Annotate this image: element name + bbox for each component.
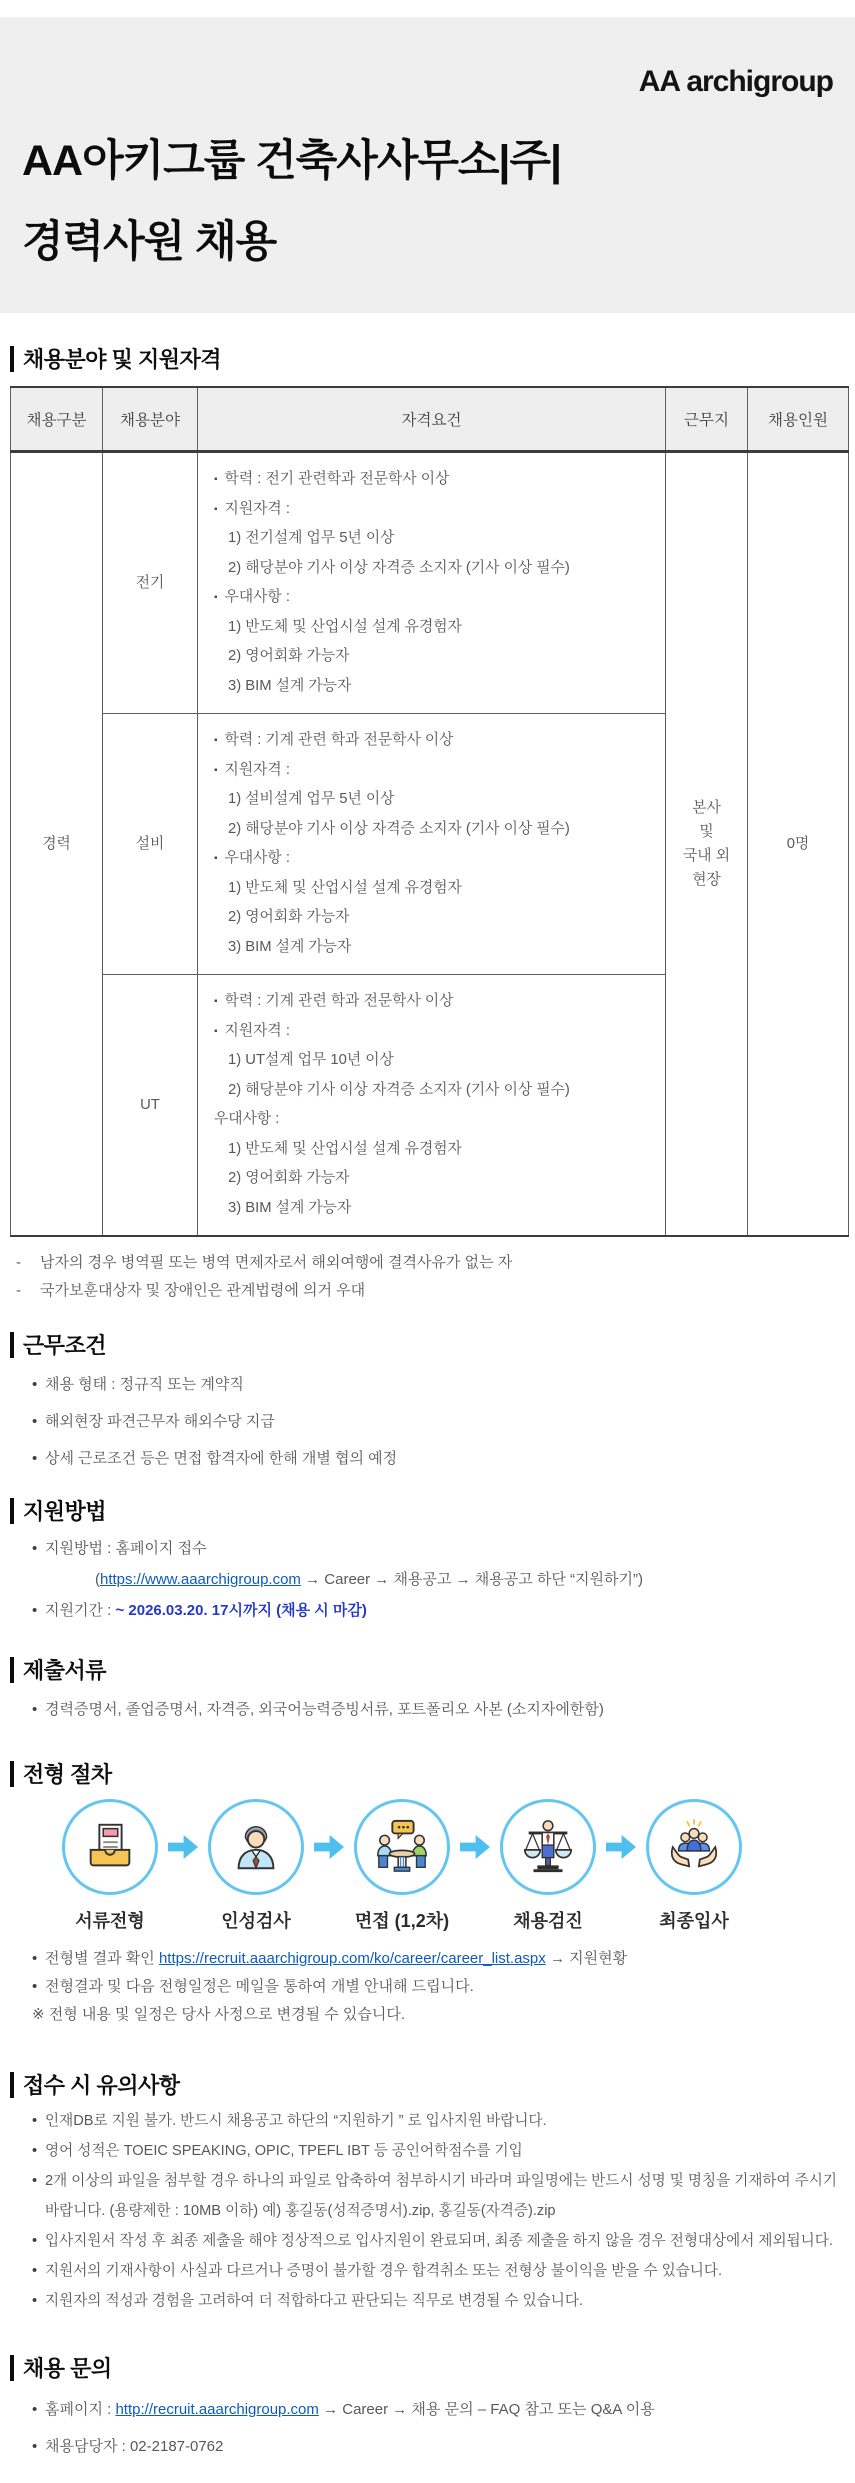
qualification-line: 3) BIM 설계 가능자 [228, 677, 352, 694]
process-flow [10, 1799, 847, 1933]
caution-item: • 2개 이상의 파일을 첨부할 경우 하나의 파일로 압축하여 첨부하시기 바라며 파일명에는 반드시 성명 및 명칭을 기재하여 주시기 바랍니다. (용량제한 : 10MB 이하) 예) 홍길동(성적증명서).zip, 홍길동(자격증).zip [10, 2166, 847, 2226]
section-heading-work-conditions [10, 1329, 847, 1360]
contact-homepage-item [10, 2391, 847, 2428]
section-title: 근무조건 [23, 1333, 107, 1358]
qualification-line: 1) 반도체 및 산업시설 설계 유경험자 [228, 618, 462, 635]
flow-arrow-icon [168, 1835, 198, 1859]
section-heading-process [10, 1758, 847, 1789]
section-heading-contact [10, 2352, 847, 2383]
qualification-line: 2) 영어회화 가능자 [228, 648, 350, 664]
process-step [354, 1799, 450, 1933]
qualification-line: ▪ 학력 : 전기 관련학과 전문학사 이상 [214, 471, 450, 487]
field-cell: 설비 [103, 714, 198, 975]
person-icon [208, 1799, 304, 1895]
qualification-line: 1) UT설계 업무 10년 이상 [228, 1052, 394, 1068]
process-step [208, 1799, 304, 1933]
qualification-line: 2) 해당분야 기사 이상 자격증 소지자 (기사 이상 필수) [228, 559, 570, 576]
qualification-line: ▪ 학력 : 기계 관련 학과 전문학사 이상 [214, 993, 454, 1009]
square-bullet-icon: ▪ [214, 474, 218, 485]
process-note-change: ※ 전형 내용 및 일정은 당사 사정으로 변경될 수 있습니다. [32, 2006, 406, 2023]
interview-icon [354, 1799, 450, 1895]
qualification-line: ▪ 지원자격 : [214, 500, 290, 517]
process-step-label: 인성검사 [221, 1911, 291, 1931]
table-note: - 남자의 경우 병역필 또는 병역 면제자로서 해외여행에 결격사유가 없는 자 [10, 1249, 847, 1277]
table-notes [10, 1249, 847, 1305]
caution-item: • 지원자의 적성과 경험을 고려하여 더 적합하다고 판단되는 직무로 변경될 수 있습니다. [10, 2286, 847, 2316]
heading-bar [10, 1498, 14, 1524]
process-step-label: 면접 (1,2차) [354, 1911, 450, 1931]
recruit-table [10, 386, 849, 1237]
cautions-list [10, 2106, 847, 2316]
qualification-line: ▪ 지원자격 : [214, 761, 290, 778]
work-condition-item: • 상세 근로조건 등은 면접 합격자에 한해 개별 협의 예정 [10, 1440, 847, 1477]
apply-deadline: ~ 2026.03.20. 17시까지 (채용 시 마감) [115, 1602, 367, 1619]
contact-homepage-label: 홈페이지 : [45, 2401, 116, 2418]
contact-homepage-suffix: → Career → 채용 문의 – FAQ 참고 또는 Q&A 이용 [318, 2401, 655, 2418]
qualification-line: 2) 영어회화 가능자 [228, 909, 350, 925]
note-prefix: 전형별 결과 확인 [45, 1950, 159, 1967]
process-step-label: 채용검진 [513, 1911, 583, 1931]
hands-people-icon [646, 1799, 742, 1895]
process-step-label: 최종입사 [659, 1911, 729, 1931]
qualification-line: ▪ 우대사항 : [214, 850, 290, 866]
qualification-line: ▪ 지원자격 : [214, 1022, 290, 1039]
process-note-schedule: • 전형결과 및 다음 전형일정은 메일을 통하여 개별 안내해 드립니다. [10, 1973, 847, 2001]
field-cell: UT [103, 975, 198, 1237]
apply-period-label: 지원기간 : [45, 1602, 116, 1619]
contact-manager-item: • 채용담당자 : 02-2187-0762 [10, 2428, 847, 2465]
section-title: 지원방법 [23, 1499, 107, 1524]
field-cell: 전기 [103, 452, 198, 714]
process-step [646, 1799, 742, 1933]
column-header: 채용구분 [11, 387, 103, 452]
career-list-link[interactable]: https://recruit.aaarchigroup.com/ko/career/career_list.aspx [158, 1950, 546, 1967]
qualification-line: 3) BIM 설계 가능자 [228, 938, 352, 955]
heading-bar [10, 2355, 14, 2381]
headcount-cell: 0명 [748, 452, 849, 1237]
section-heading-recruit-fields [10, 343, 847, 374]
page-title [22, 121, 561, 283]
job-posting-page [0, 17, 855, 2483]
recruit-type-cell: 경력 [11, 452, 103, 1237]
contact-list [10, 2391, 847, 2465]
masthead [0, 17, 855, 313]
section-title: 채용 문의 [23, 2356, 112, 2381]
qualification-cell [198, 714, 666, 975]
square-bullet-icon: ▪ [214, 1025, 218, 1037]
work-condition-item: • 채용 형태 : 정규직 또는 계약직 [10, 1366, 847, 1403]
square-bullet-icon: ▪ [214, 735, 218, 746]
square-bullet-icon: ▪ [214, 503, 218, 515]
section-heading-apply-method [10, 1495, 847, 1526]
column-header: 근무지 [666, 387, 748, 452]
column-header: 채용인원 [748, 387, 849, 452]
document-item: • 경력증명서, 졸업증명서, 자격증, 외국어능력증빙서류, 포트폴리오 사본 (소지자에한함) [10, 1691, 847, 1728]
column-header: 채용분야 [103, 387, 198, 452]
section-title: 전형 절차 [23, 1762, 112, 1787]
qualification-line: 2) 해당분야 기사 이상 자격증 소지자 (기사 이상 필수) [228, 1081, 570, 1098]
qualification-cell [198, 452, 666, 714]
heading-bar [10, 1761, 14, 1787]
flow-arrow-icon [460, 1835, 490, 1859]
company-logo: AA archigroup [638, 65, 833, 98]
section-title: 제출서류 [23, 1658, 107, 1683]
qualification-line: 1) 전기설계 업무 5년 이상 [228, 530, 395, 546]
square-bullet-icon: ▪ [214, 853, 218, 864]
apply-method-item [10, 1532, 847, 1594]
apply-method-list [10, 1532, 847, 1628]
column-header: 자격요건 [198, 387, 666, 452]
square-bullet-icon: ▪ [214, 996, 218, 1007]
section-heading-cautions [10, 2069, 847, 2100]
square-bullet-icon: ▪ [214, 592, 218, 603]
caution-item: • 지원서의 기재사항이 사실과 다르거나 증명이 불가할 경우 합격취소 또는 전형상 불이익을 받을 수 있습니다. [10, 2256, 847, 2286]
qualification-line: 3) BIM 설계 가능자 [228, 1199, 352, 1216]
process-step-label: 서류전형 [75, 1911, 145, 1931]
caution-item: • 입사지원서 작성 후 최종 제출을 해야 정상적으로 입사지원이 완료되며, 최종 제출을 하지 않을 경우 전형대상에서 제외됩니다. [10, 2226, 847, 2256]
content [0, 343, 855, 2483]
flow-arrow-icon [606, 1835, 636, 1859]
qualification-line: 1) 반도체 및 산업시설 설계 유경험자 [228, 879, 462, 896]
qualification-cell [198, 975, 666, 1237]
qualification-line: 1) 반도체 및 산업시설 설계 유경험자 [228, 1140, 462, 1157]
recruit-table-header-row [11, 387, 849, 452]
apply-period-item [10, 1594, 847, 1628]
workplace-cell: 본사 및 국내 외 현장 [666, 452, 748, 1237]
table-row [11, 452, 849, 714]
qualification-line: ▪ 학력 : 기계 관련 학과 전문학사 이상 [214, 732, 454, 748]
qualification-line: 2) 해당분야 기사 이상 자격증 소지자 (기사 이상 필수) [228, 820, 570, 837]
page-title-line1: AA아키그룹 건축사사무소|주| [22, 137, 562, 185]
note-suffix: → 지원현황 [545, 1950, 628, 1967]
page-title-line2: 경력사원 채용 [22, 218, 277, 266]
document-tray-icon [62, 1799, 158, 1895]
caution-item: • 인재DB로 지원 불가. 반드시 채용공고 하단의 “지원하기 ” 로 입사지원 바랍니다. [10, 2106, 847, 2136]
qualification-line: 2) 영어회화 가능자 [228, 1170, 350, 1186]
square-bullet-icon: ▪ [214, 764, 218, 776]
url-prefix: ( [95, 1571, 100, 1588]
heading-bar [10, 346, 14, 372]
process-step [62, 1799, 158, 1933]
section-title: 채용분야 및 지원자격 [23, 347, 221, 372]
recruit-homepage-link[interactable]: http://recruit.aaarchigroup.com [115, 2401, 319, 2418]
company-homepage-link[interactable]: https://www.aaarchigroup.com [100, 1571, 301, 1588]
flow-arrow-icon [314, 1835, 344, 1859]
scale-icon [500, 1799, 596, 1895]
process-step [500, 1799, 596, 1933]
qualification-line: 우대사항 : [214, 1111, 280, 1127]
table-note: - 국가보훈대상자 및 장애인은 관계법령에 의거 우대 [10, 1277, 847, 1305]
work-condition-item: • 해외현장 파견근무자 해외수당 지급 [10, 1403, 847, 1440]
apply-url-line [45, 1566, 847, 1594]
work-conditions-list [10, 1366, 847, 1477]
process-notes [10, 1945, 847, 2029]
documents-list [10, 1691, 847, 1728]
qualification-line: ▪ 우대사항 : [214, 589, 290, 605]
apply-method-text: 지원방법 : 홈페이지 접수 [45, 1540, 207, 1557]
section-heading-documents [10, 1654, 847, 1685]
heading-bar [10, 1332, 14, 1358]
heading-bar [10, 2072, 14, 2098]
qualification-line: 1) 설비설계 업무 5년 이상 [228, 791, 395, 807]
process-note-result [10, 1945, 847, 1973]
heading-bar [10, 1657, 14, 1683]
caution-item: • 영어 성적은 TOEIC SPEAKING, OPIC, TPEFL IBT 등 공인어학점수를 기입 [10, 2136, 847, 2166]
url-suffix: → Career → 채용공고 → 채용공고 하단 “지원하기”) [300, 1571, 643, 1588]
section-title: 접수 시 유의사항 [23, 2073, 180, 2098]
